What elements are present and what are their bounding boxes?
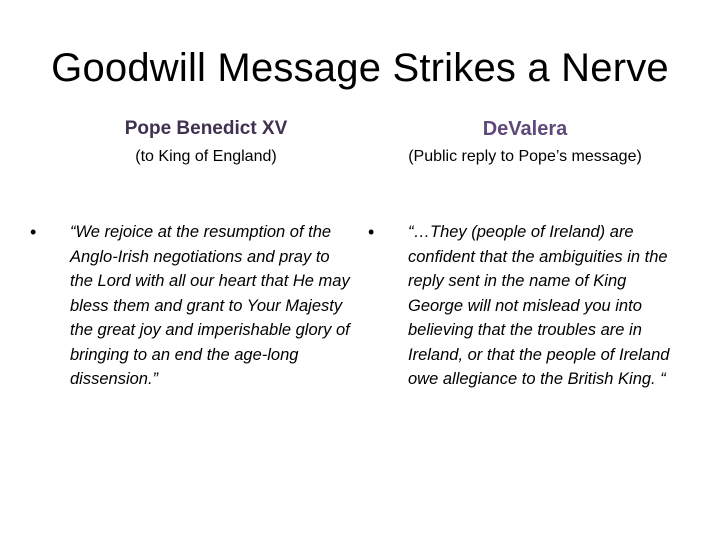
left-column-heading: Pope Benedict XV [124, 118, 288, 139]
slide-title: Goodwill Message Strikes a Nerve [51, 46, 669, 90]
devalera-quote-text: “…They (people of Ireland) are confident that the ambiguities in the reply sent in the name of King George will not mislead you into believing that the troubles are in Ireland, or that the people of Ireland owe allegiance to the British King. “ [408, 223, 670, 388]
pope-quote-text: “We rejoice at the resumption of the Anglo-Irish negotiations and pray to the Lord with all our heart that He may bless them and grant to Your Majesty the great joy and imperishable glory of bringing to an end the age-long dissension.” [70, 223, 350, 388]
bullet-icon: • [368, 222, 375, 242]
right-quote-bullet [368, 220, 678, 392]
left-column-subheading: (to King of England) [135, 148, 277, 165]
right-column-heading: DeValera [482, 118, 568, 140]
left-quote-bullet [30, 220, 350, 392]
right-column-subheading: (Public reply to Pope’s message) [408, 148, 642, 165]
bullet-icon: • [30, 222, 37, 242]
